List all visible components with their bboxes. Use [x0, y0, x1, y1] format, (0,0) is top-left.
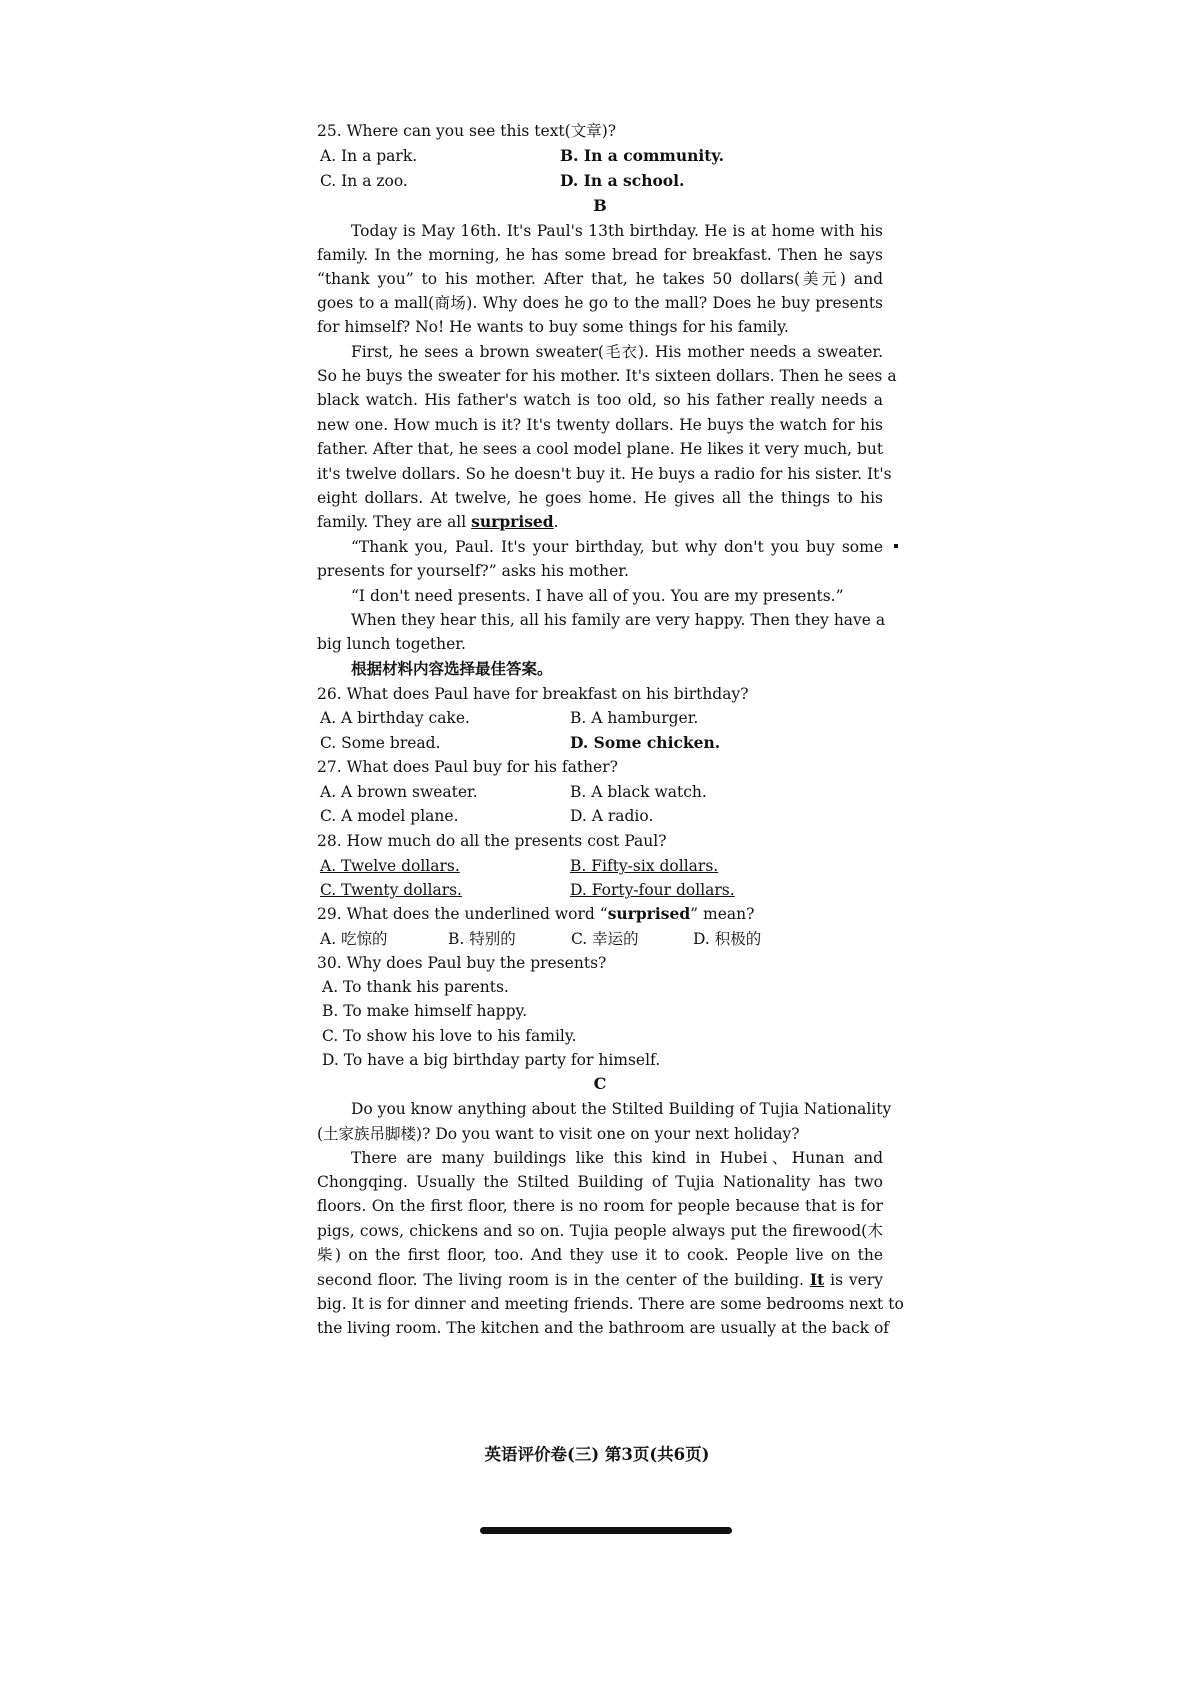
question-26-option-a: A. A birthday cake.: [320, 709, 470, 727]
section-c-heading: C: [593, 1074, 607, 1093]
question-25-option-d: D. In a school.: [560, 171, 685, 190]
question-27-option-c: C. A model plane.: [320, 807, 459, 825]
passage-b-line: presents for yourself?” asks his mother.: [317, 562, 629, 580]
question-28-option-c: C. Twenty dollars.: [320, 881, 462, 899]
question-26-stem: 26. What does Paul have for breakfast on his birthday?: [317, 685, 749, 703]
question-25-option-b: B. In a community.: [560, 146, 725, 165]
passage-b-line: eight dollars. At twelve, he goes home. He gives all the things to his: [317, 489, 883, 507]
question-25-option-a: A. In a park.: [320, 147, 418, 165]
passage-c-line: Do you know anything about the Stilted Building of Tujia Nationality: [351, 1100, 892, 1118]
question-30-stem: 30. Why does Paul buy the presents?: [317, 954, 607, 972]
passage-b-line: “I don't need presents. I have all of you. You are my presents.”: [351, 587, 844, 605]
passage-c-text: second floor. The living room is in the center of the building.: [317, 1271, 810, 1289]
question-30-option-b: B. To make himself happy.: [322, 1002, 528, 1020]
passage-c-line: floors. On the first floor, there is no room for people because that is for: [317, 1197, 883, 1215]
passage-b-line: “thank you” to his mother. After that, he takes 50 dollars(美元) and: [317, 270, 883, 288]
section-b-heading: B: [593, 196, 607, 215]
passage-b-line: Today is May 16th. It's Paul's 13th birthday. He is at home with his: [351, 222, 883, 240]
passage-b-text: family. They are all: [317, 513, 472, 531]
question-28-option-b: B. Fifty-six dollars.: [570, 857, 719, 875]
question-28-option-a: A. Twelve dollars.: [320, 857, 460, 875]
passage-b-line: black watch. His father's watch is too old, so his father really needs a: [317, 391, 883, 409]
passage-c-line: pigs, cows, chickens and so on. Tujia people always put the firewood(木: [317, 1222, 883, 1240]
question-29-stem: [317, 904, 754, 924]
passage-b-line: When they hear this, all his family are very happy. Then they have a: [351, 611, 886, 629]
passage-c-line: (土家族吊脚楼)? Do you want to visit one on your next holiday?: [317, 1125, 800, 1143]
question-29-stem-pre: 29. What does the underlined word “: [317, 905, 608, 923]
passage-b-line: “Thank you, Paul. It's your birthday, but why don't you buy some: [351, 538, 883, 556]
passage-c-line: [317, 1270, 883, 1290]
passage-c-line: 柴) on the first floor, too. And they use it to cook. People live on the: [317, 1246, 883, 1264]
question-29-option-a: A. 吃惊的: [320, 930, 388, 948]
underlined-word-surprised: surprised: [471, 512, 554, 531]
question-26-option-c: C. Some bread.: [320, 734, 441, 752]
question-29-stem-post: ” mean?: [690, 905, 755, 923]
question-25-option-c: C. In a zoo.: [320, 172, 408, 190]
question-30-option-c: C. To show his love to his family.: [322, 1027, 577, 1045]
question-29-option-c: C. 幸运的: [571, 930, 639, 948]
question-30-option-a: A. To thank his parents.: [322, 978, 509, 996]
question-30-option-d: D. To have a big birthday party for himself.: [322, 1051, 661, 1069]
question-27-stem: 27. What does Paul buy for his father?: [317, 758, 618, 776]
question-27-option-a: A. A brown sweater.: [320, 783, 478, 801]
passage-c-line: the living room. The kitchen and the bathroom are usually at the back of: [317, 1319, 890, 1337]
question-29-option-b: B. 特别的: [448, 930, 516, 948]
passage-c-line: There are many buildings like this kind in Hubei、Hunan and: [351, 1149, 883, 1167]
page-footer: 英语评价卷(三) 第3页(共6页): [484, 1445, 710, 1464]
passage-c-line: big. It is for dinner and meeting friends. There are some bedrooms next to: [317, 1295, 904, 1313]
passage-b-line: So he buys the sweater for his mother. It's sixteen dollars. Then he sees a: [317, 367, 897, 385]
passage-b-line: father. After that, he sees a cool model plane. He likes it very much, but: [317, 440, 884, 458]
question-26-option-d: D. Some chicken.: [570, 733, 721, 752]
passage-c-text-tail: is very: [824, 1271, 883, 1289]
question-26-option-b: B. A hamburger.: [570, 709, 699, 727]
passage-b-line: for himself? No! He wants to buy some things for his family.: [317, 318, 789, 336]
question-29-option-d: D. 积极的: [693, 930, 762, 948]
instruction-text: 根据材料内容选择最佳答案。: [351, 659, 553, 678]
passage-b-line: family. In the morning, he has some bread for breakfast. Then he says: [317, 246, 883, 264]
question-27-option-d: D. A radio.: [570, 807, 654, 825]
passage-b-line: First, he sees a brown sweater(毛衣). His mother needs a sweater.: [351, 343, 883, 361]
question-28-option-d: D. Forty-four dollars.: [570, 881, 735, 899]
bottom-bar: [480, 1527, 732, 1534]
question-29-keyword: surprised: [607, 904, 691, 923]
question-25-stem: 25. Where can you see this text(文章)?: [317, 122, 617, 140]
passage-b-line: big lunch together.: [317, 635, 466, 653]
passage-b-line: goes to a mall(商场). Why does he go to the mall? Does he buy presents: [317, 294, 883, 312]
passage-b-line: [317, 512, 559, 532]
period: .: [553, 513, 559, 531]
question-28-stem: 28. How much do all the presents cost Paul?: [317, 832, 667, 850]
underlined-word-it: It: [809, 1270, 825, 1289]
passage-b-line: new one. How much is it? It's twenty dollars. He buys the watch for his: [317, 416, 883, 434]
passage-c-line: Chongqing. Usually the Stilted Building of Tujia Nationality has two: [317, 1173, 883, 1191]
passage-b-line: it's twelve dollars. So he doesn't buy it. He buys a radio for his sister. It's: [317, 465, 892, 483]
question-27-option-b: B. A black watch.: [570, 783, 707, 801]
scan-speck: [894, 544, 898, 548]
